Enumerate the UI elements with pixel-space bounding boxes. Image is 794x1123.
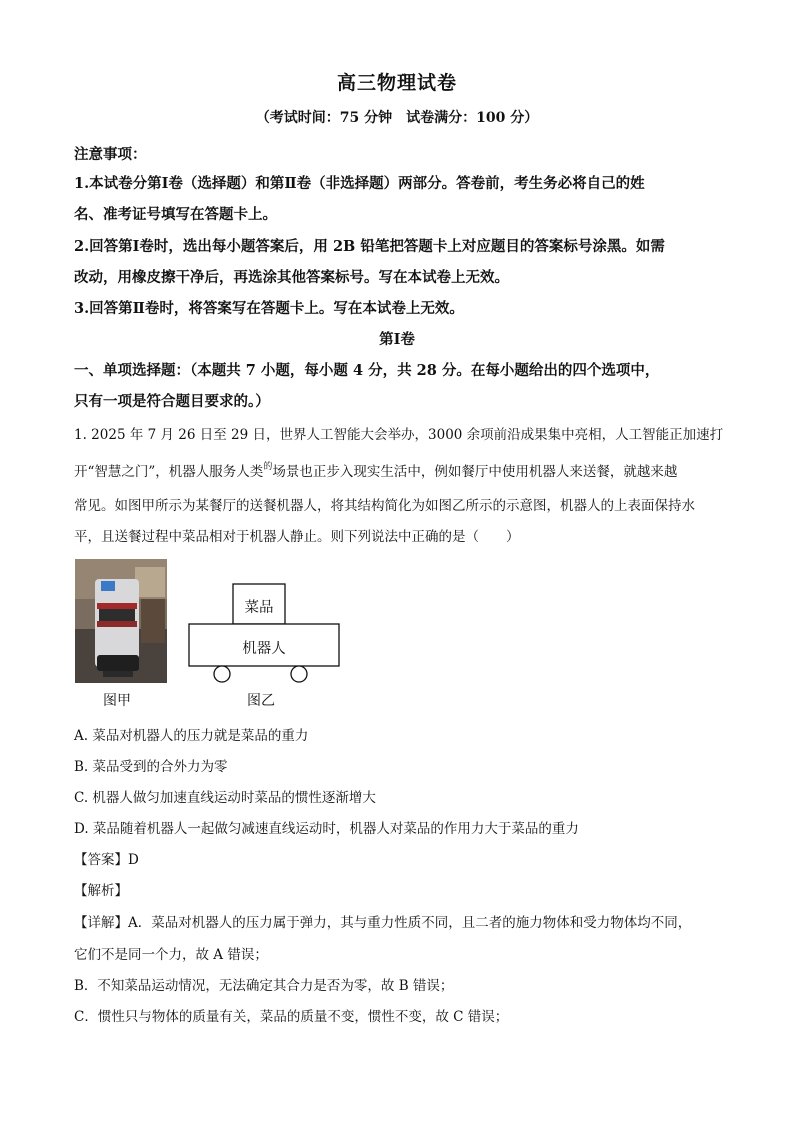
exam-duration-subtitle: （考试时间：75 分钟 试卷满分：100 分） bbox=[255, 110, 539, 126]
dish-label: 菜品 bbox=[244, 600, 274, 616]
option-a: A. 菜品对机器人的压力就是菜品的重力 bbox=[74, 728, 309, 744]
question-text: 常见。如图甲所示为某餐厅的送餐机器人，将其结构简化为如图乙所示的示意图，机器人的上表面保持水 bbox=[74, 498, 695, 514]
notes-heading: 注意事项： bbox=[74, 146, 147, 163]
answer-tag: 【答案】 bbox=[74, 852, 128, 868]
notes-line: 1.本试卷分第Ⅰ卷（选择题）和第Ⅱ卷（非选择题）两部分。答卷前，考生务必将自己的姓 bbox=[74, 175, 645, 192]
question-text bbox=[74, 460, 677, 480]
detail-line: 它们不是同一个力，故 A 错误； bbox=[74, 947, 268, 963]
figure-b-caption: 图乙 bbox=[247, 693, 275, 709]
option-b: B. 菜品受到的合外力为零 bbox=[74, 759, 228, 775]
robot-photo bbox=[75, 559, 167, 683]
notes-line: 改动，用橡皮擦干净后，再选涂其他答案标号。写在本试卷上无效。 bbox=[74, 269, 509, 286]
option-c: C. 机器人做匀加速直线运动时菜品的惯性逐渐增大 bbox=[74, 790, 376, 806]
detail-line: B．不知菜品运动情况，无法确定其合力是否为零，故 B 错误； bbox=[74, 978, 454, 994]
figure-a-caption: 图甲 bbox=[103, 693, 131, 709]
detail-line: C．惯性只与物体的质量有关，菜品的质量不变，惯性不变，故 C 错误； bbox=[74, 1009, 509, 1025]
answer-line bbox=[74, 848, 139, 868]
question-text: 1. 2025 年 7 月 26 日至 29 日，世界人工智能大会举办，3000 余项前沿成果集中亮相，人工智能正加速打 bbox=[74, 427, 724, 443]
option-d: D. 菜品随着机器人一起做匀减速直线运动时，机器人对菜品的作用力大于菜品的重力 bbox=[74, 821, 579, 837]
question-text-part: 场景也正步入现实生活中，例如餐厅中使用机器人来送餐，就越来越 bbox=[272, 464, 678, 480]
question-text-superscript: 的 bbox=[263, 462, 273, 472]
page-title: 高三物理试卷 bbox=[336, 72, 457, 94]
detail-line: 【详解】A．菜品对机器人的压力属于弹力，其与重力性质不同，且二者的施力物体和受力物体均不同， bbox=[74, 915, 692, 931]
right-wheel bbox=[291, 666, 307, 682]
left-wheel bbox=[214, 666, 230, 682]
analysis-tag: 【解析】 bbox=[74, 883, 128, 899]
section-title: 第Ⅰ卷 bbox=[379, 331, 415, 348]
robot-photo-image bbox=[75, 559, 167, 683]
question-text: 平，且送餐过程中菜品相对于机器人静止。则下列说法中正确的是（ ） bbox=[74, 529, 520, 545]
part-heading: 只有一项是符合题目要求的。） bbox=[74, 393, 270, 410]
notes-line: 名、准考证号填写在答题卡上。 bbox=[74, 206, 277, 223]
question-text-part: 开“智慧之门”，机器人服务人类 bbox=[74, 464, 264, 480]
notes-line: 2.回答第Ⅰ卷时，选出每小题答案后，用 2B 铅笔把答题卡上对应题目的答案标号涂黑。如需 bbox=[74, 238, 665, 255]
part-heading: 一、单项选择题：（本题共 7 小题，每小题 4 分，共 28 分。在每小题给出的四个选项中， bbox=[74, 362, 660, 379]
robot-label: 机器人 bbox=[242, 641, 286, 657]
answer-value: D bbox=[128, 852, 139, 868]
notes-line: 3.回答第Ⅱ卷时，将答案写在答题卡上。写在本试卷上无效。 bbox=[74, 300, 464, 317]
